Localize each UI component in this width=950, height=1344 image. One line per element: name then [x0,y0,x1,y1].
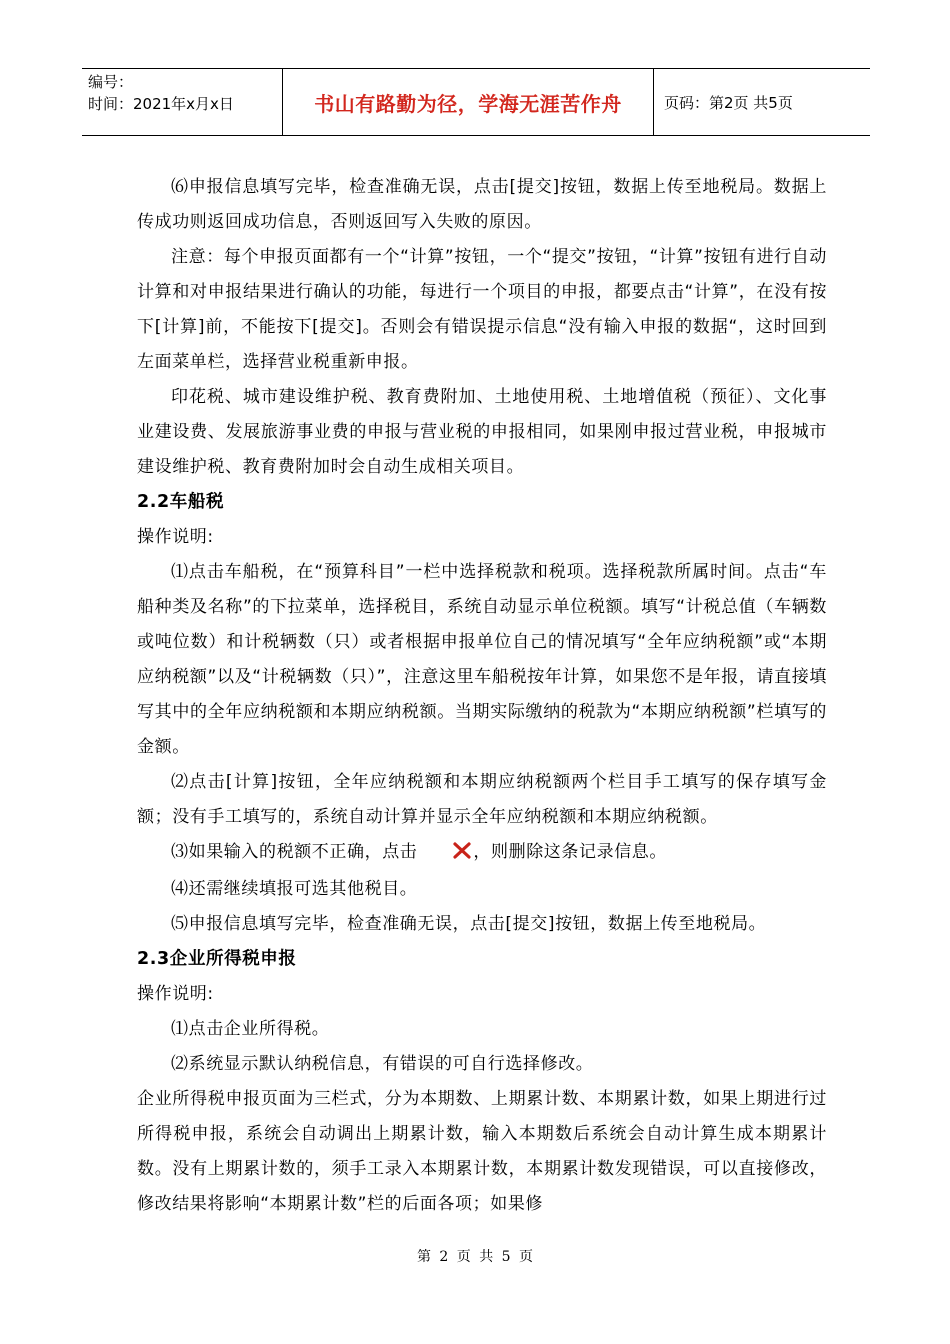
document-time-label: 时间：2021年x月x日 [88,95,234,113]
paragraph: ⑴点击企业所得税。 [171,1019,330,1039]
paragraph: ⑵系统显示默认纳税信息，有错误的可自行选择修改。 [171,1054,594,1074]
section-heading: 2.2车船税 [137,492,225,512]
paragraph-text: ，则删除这条记录信息。 [473,842,668,862]
document-body [137,170,827,1222]
paragraph-text: ⑶如果输入的税额不正确，点击 [171,842,418,862]
paragraph-with-icon [137,835,827,872]
page-header [82,68,870,136]
paragraph: ⑹申报信息填写完毕，检查准确无误，点击[提交]按钮，数据上传至地税局。数据上传成功则返回成功信息，否则返回写入失败的原因。 [137,177,827,232]
paragraph: 印花税、城市建设维护税、教育费附加、土地使用税、土地增值税（预征）、文化事业建设费、发展旅游事业费的申报与营业税的申报相同，如果刚申报过营业税，申报城市建设维护税、教育费附加时会自动生成相关项目。 [137,387,827,477]
paragraph: ⑵点击[计算]按钮，全年应纳税额和本期应纳税额两个栏目手工填写的保存填写金额；没有手工填写的，系统自动计算并显示全年应纳税额和本期应纳税额。 [137,772,827,827]
paragraph: ⑸申报信息填写完毕，检查准确无误，点击[提交]按钮，数据上传至地税局。 [171,914,767,934]
x-icon [419,837,471,872]
paragraph: 企业所得税申报页面为三栏式，分为本期数、上期累计数、本期累计数，如果上期进行过所得税申报，系统会自动调出上期累计数，输入本期数后系统会自动计算生成本期累计数。没有上期累计数的，须手工录入本期累计数，本期累计数发现错误，可以直接修改，修改结果将影响“本期累计数”栏的后面各项；如果修 [137,1089,827,1214]
header-meta [82,69,282,135]
section-heading: 2.3企业所得税申报 [137,949,297,969]
paragraph: ⑴点击车船税，在“预算科目”一栏中选择税款和税项。选择税款所属时间。点击“车船种类及名称”的下拉菜单，选择税目，系统自动显示单位税额。填写“计税总值（车辆数或吨位数）和计税辆数（只）或者根据申报单位自己的情况填写“全年应纳税额”或“本期应纳税额”以及“计税辆数（只）”，注意这里车船税按年计算，如果您不是年报，请直接填写其中的全年应纳税额和本期应纳税额。当期实际缴纳的税款为“本期应纳税额”栏填写的金额。 [137,562,827,757]
paragraph: 注意：每个申报页面都有一个“计算”按钮，一个“提交”按钮，“计算”按钮有进行自动计算和对申报结果进行确认的功能，每进行一个项目的申报，都要点击“计算”，在没有按下[计算]前，不能按下[提交]。否则会有错误提示信息“没有输入申报的数据“，这时回到左面菜单栏，选择营业税重新申报。 [137,247,827,372]
header-page-info: 页码：第2页 共5页 [664,93,793,112]
page-footer: 第 2 页 共 5 页 [416,1249,534,1265]
paragraph: ⑷还需继续填报可选其他税目。 [171,879,418,899]
header-motto: 书山有路勤为径，学海无涯苦作舟 [282,69,654,135]
document-number-label: 编号： [88,73,134,91]
paragraph: 操作说明: [137,527,214,547]
paragraph: 操作说明: [137,984,214,1004]
